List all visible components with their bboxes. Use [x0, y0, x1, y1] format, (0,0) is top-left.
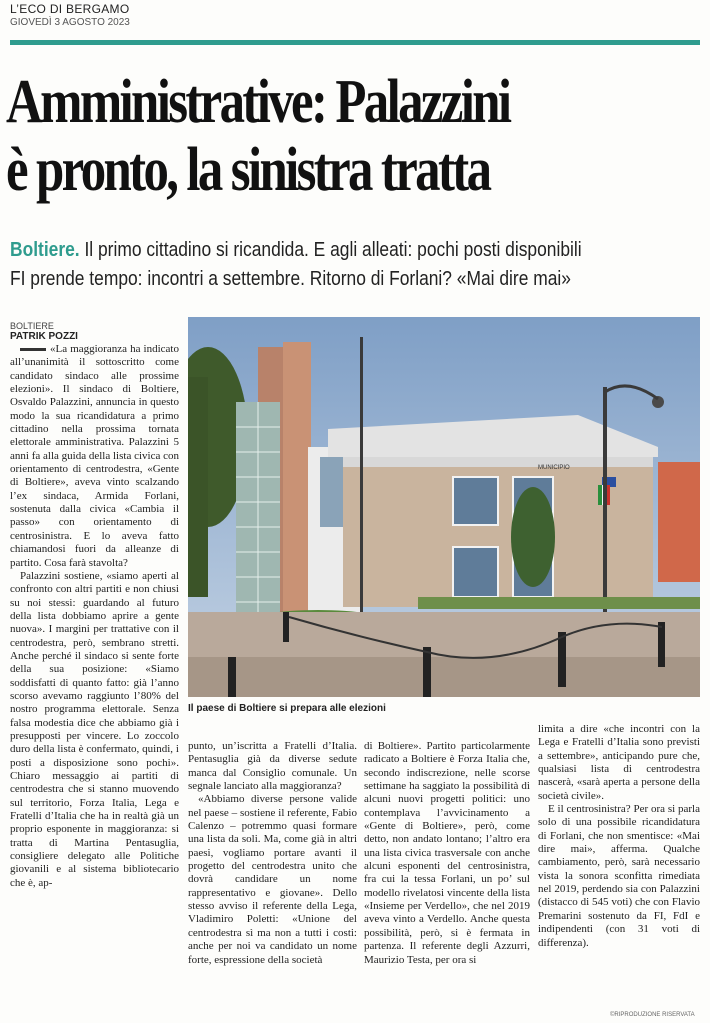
- body-paragraph: «Abbiamo diverse persone valide nel paese – sostiene il referente, Fabio Calenzo – potremmo quasi formare una lista da soli. Ma, come già in altri paesi, vogliamo portare avanti il progetto del centrodestra unito che dovrà candidare un nome rappresentativo e giovane». Dello stesso avviso il referente della Lega, Vladimiro Poletti: «Unione del centrodestra sì ma non a tutti i costi: anche per noi va candidato un nome forte, espressione della società: [188, 793, 357, 966]
- copyright-notice: ©RIPRODUZIONE RISERVATA: [610, 1012, 695, 1018]
- town-hall-photo: [188, 317, 700, 697]
- body-column-2: [188, 740, 357, 967]
- body-paragraph-text: «La maggioranza ha indicato all’unanimità il sottoscritto come candidato sindaco alle prossime elezioni». Il sindaco di Boltiere, Osvaldo Palazzini, annuncia in questo modo la sua ricandidatura a primo cittadino nella prossima tornata elettorale amministrativa. Palazzini 5 anni fa alla guida della lista civica con orientamento di centrodestra, «Gente di Boltiere», aveva vinto scalzando l’ex sindaca, Armida Forlani, sostenuta dalla civica «Cambia il passo» con orientamento di centrosinistra. E lo aveva fatto chiamandosi fuori da alleanze di partito. Cosa farà stavolta?: [10, 343, 179, 569]
- headline-line-1: Amministrative: Palazzini: [6, 68, 510, 136]
- body-column-3: [364, 740, 530, 967]
- lead-dash: [20, 348, 46, 351]
- subhead-line-1: [10, 237, 582, 263]
- body-paragraph: [10, 343, 179, 570]
- body-paragraph: di Boltiere». Partito particolarmente radicato a Boltiere è Forza Italia che, secondo indiscrezione, nelle scorse settimane ha saggiato la possibilità di alcuni nuovi progetti politici: uno contemplava l’avvicinamento a «Gente di Boltiere», però, come detto, non andato lontano; l’altro era una lista civica trasversale con anche alcuni esponenti del centrosinistra, fra cui la tessa Forlani, un po’ sul modello rivelatosi vincente della lista «Insieme per Verdello», che nel 2019 aveva vinto a Verdello. Anche questa possibilità, però, si è fermata in partenza. Il referente degli Azzurri, Maurizio Testa, per ora si: [364, 740, 530, 966]
- photo-caption: Il paese di Boltiere si prepara alle elezioni: [188, 703, 386, 714]
- body-column-1: [10, 343, 179, 890]
- masthead-date: GIOVEDÌ 3 AGOSTO 2023: [10, 17, 130, 28]
- municipio-sign: MUNICIPIO: [538, 465, 570, 471]
- town-hall-illustration: [188, 317, 700, 697]
- body-paragraph: limita a dire «che incontri con la Lega e Fratelli d’Italia sono previsti a settembre», anticipando pure che, qualsiasi lista di centrodestra nascerà, «sarà aperta a persone della società civile».: [538, 723, 700, 802]
- author-name: PATRIK POZZI: [10, 331, 78, 342]
- subhead-text-1: Il primo cittadino si ricandida. E agli alleati: pochi posti disponibili: [84, 239, 582, 261]
- body-paragraph: punto, un’iscritta a Fratelli d’Italia. Pentasuglia già da diverse sedute manca dal Consiglio comunale. Un segnale lanciato alla maggioranza?: [188, 740, 357, 793]
- headline-line-2: è pronto, la sinistra tratta: [6, 136, 490, 204]
- body-paragraph: E il centrosinistra? Per ora si parla solo di una possibile ricandidatura di Forlani, che non smentisce: «Mai dire mai», afferma. Qualche cambiamento, però, sarà necessario vista la sonora sconfitta rimediata nel 2019, perdendo sia con Palazzini (distacco di 545 voti) che con Flavio Premarini sostenuto da FI, FdI e indipendenti (con 31 voti di differenza).: [538, 803, 700, 949]
- masthead-name: L’ECO DI BERGAMO: [10, 2, 130, 16]
- subhead-kicker: Boltiere.: [10, 239, 80, 261]
- body-paragraph: Palazzini sostiene, «siamo aperti al confronto con altri partiti e non chiusi su noi stessi: guardando al futuro della lista dobbiamo aprire a gente nuova». I margini per trattative con il centrodestra, però, sembrano stretti. Anche perché il sindaco si sente forte della sua posizione: «Siamo soddisfatti di quanto fatto: già l’anno scorso avevamo raggiunto l’80% del nostro programma elettorale. Senza falsa modestia dice che abbiamo già i presupposti per vincere. Lo zoccolo duro della lista è confermato, quindi, i posti a disposizione sono pochi». Chiaro messaggio ai partiti di centrodestra che si stanno muovendo sul territorio, Forza Italia, Lega e Fratelli d’Italia che ha in realtà già un proprio esponente in maggioranza: si tratta di Martina Pentasuglia, consigliere delegato alle Politiche giovanili e al sistema bibliotecario che è, ap-: [10, 569, 179, 889]
- body-column-4: [538, 723, 700, 950]
- subhead-line-2: FI prende tempo: incontri a settembre. Ritorno di Forlani? «Mai dire mai»: [10, 268, 571, 290]
- section-label: BOLTIERE: [10, 321, 54, 331]
- header-rule: [10, 40, 700, 45]
